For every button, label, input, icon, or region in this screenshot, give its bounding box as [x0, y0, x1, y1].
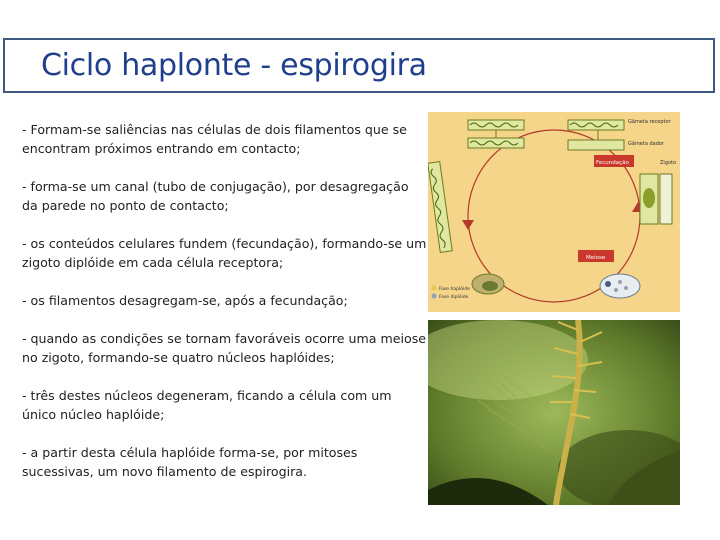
bullet-item: - Formam-se saliências nas células de dois filamentos que se encontram próximos entrando em contacto; — [22, 122, 407, 156]
title-box — [3, 38, 715, 93]
label-fecundacao: Fecundação — [596, 160, 629, 166]
germinating-cell — [472, 274, 504, 294]
bullet-list — [22, 120, 427, 500]
bullet-item: - forma-se um canal (tubo de conjugação), por desagregação da parede no ponto de contacto; — [22, 179, 409, 213]
zygote-filament — [640, 174, 672, 224]
legend-diploid-dot — [432, 294, 437, 299]
bullet-item: - quando as condições se tornam favoráveis ocorre uma meiose no zigoto, formando-se quatro núcleos haplóides; — [22, 331, 427, 365]
life-cycle-diagram — [428, 112, 680, 312]
bullet-item: - os filamentos desagregam-se, após a fecundação; — [22, 293, 348, 308]
legend-haploid-dot — [432, 286, 437, 291]
legend-fase-haploide: Fase haplóide — [439, 287, 470, 292]
page-title: Ciclo haplonte - espirogira — [41, 48, 427, 83]
bullet-item: - a partir desta célula haplóide forma-se, por mitoses sucessivas, um novo filamento de espirogira. — [22, 445, 358, 479]
spirogyra-photo — [428, 320, 680, 505]
legend-fase-diploide: Fase diplóide — [439, 295, 469, 300]
label-gameta-receptor: Gâmeta receptor — [628, 119, 671, 125]
label-gameta-dador: Gâmeta dador — [628, 141, 665, 147]
label-meiose: Meiose — [586, 255, 606, 261]
bullet-item: - três destes núcleos degeneram, ficando a célula com um único núcleo haplóide; — [22, 388, 392, 422]
label-zigoto: Zigoto — [660, 160, 677, 166]
bullet-item: - os conteúdos celulares fundem (fecundação), formando-se um zigoto diplóide em cada célula receptora; — [22, 236, 427, 270]
